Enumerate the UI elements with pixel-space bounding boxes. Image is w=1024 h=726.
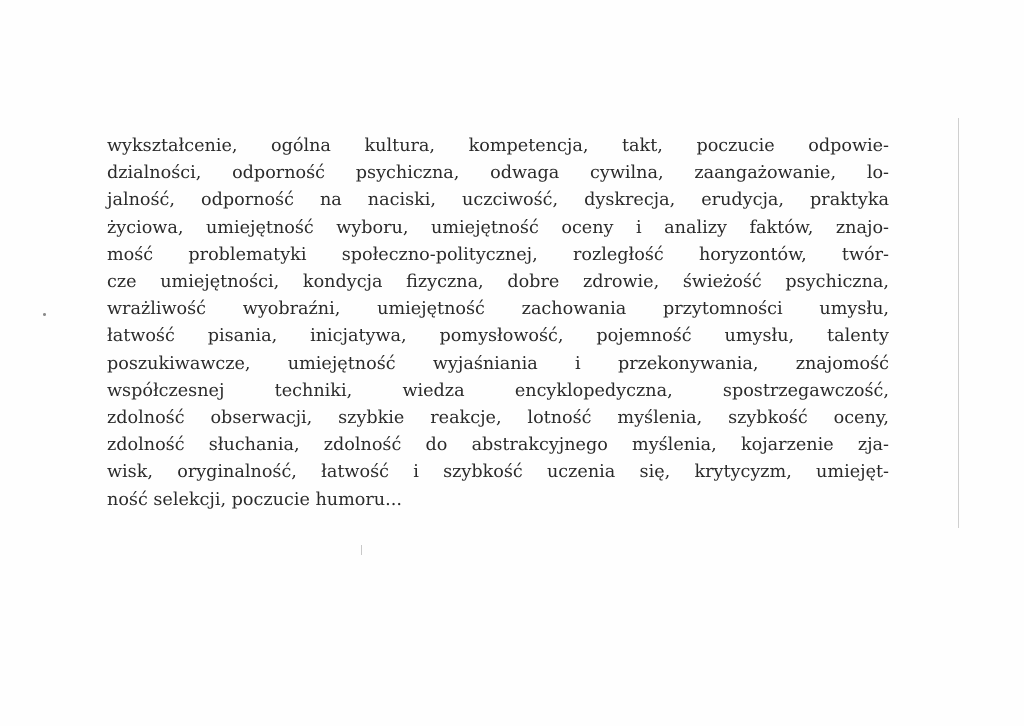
scan-margin-line xyxy=(958,118,959,528)
text-line-14: ność selekcji, poczucie humoru... xyxy=(107,489,402,510)
text-line-11: zdolność obserwacji, szybkie reakcje, lotność myślenia, szybkość oceny, xyxy=(107,408,889,429)
text-line-1: wykształcenie, ogólna kultura, kompetencja, takt, poczucie odpowie- xyxy=(107,136,889,156)
text-line-7: wrażliwość wyobraźni, umiejętność zachowania przytomności umysłu, xyxy=(107,299,889,320)
text-line-6: cze umiejętności, kondycja fizyczna, dobre zdrowie, świeżość psychiczna, xyxy=(107,272,889,293)
text-line-10: współczesnej techniki, wiedza encyklopedyczna, spostrzegawczość, xyxy=(107,380,889,401)
scan-artifact xyxy=(361,545,362,555)
text-line-8: łatwość pisania, inicjatywa, pomysłowość, pojemność umysłu, talenty xyxy=(107,326,889,347)
text-line-5: mość problematyki społeczno-politycznej, rozległość horyzontów, twór- xyxy=(107,244,889,265)
text-line-4: życiowa, umiejętność wyboru, umiejętność oceny i analizy faktów, znajo- xyxy=(107,217,889,238)
text-line-3: jalność, odporność na naciski, uczciwość, dyskrecja, erudycja, praktyka xyxy=(107,190,889,211)
text-line-9: poszukiwawcze, umiejętność wyjaśniania i przekonywania, znajomość xyxy=(107,353,889,374)
scan-speck xyxy=(43,313,46,316)
text-line-13: wisk, oryginalność, łatwość i szybkość uczenia się, krytycyzm, umiejęt- xyxy=(107,462,889,483)
text-line-12: zdolność słuchania, zdolność do abstrakcyjnego myślenia, kojarzenie zja- xyxy=(107,435,889,456)
body-paragraph xyxy=(107,133,889,514)
text-line-2: dzialności, odporność psychiczna, odwaga cywilna, zaangażowanie, lo- xyxy=(107,163,889,184)
